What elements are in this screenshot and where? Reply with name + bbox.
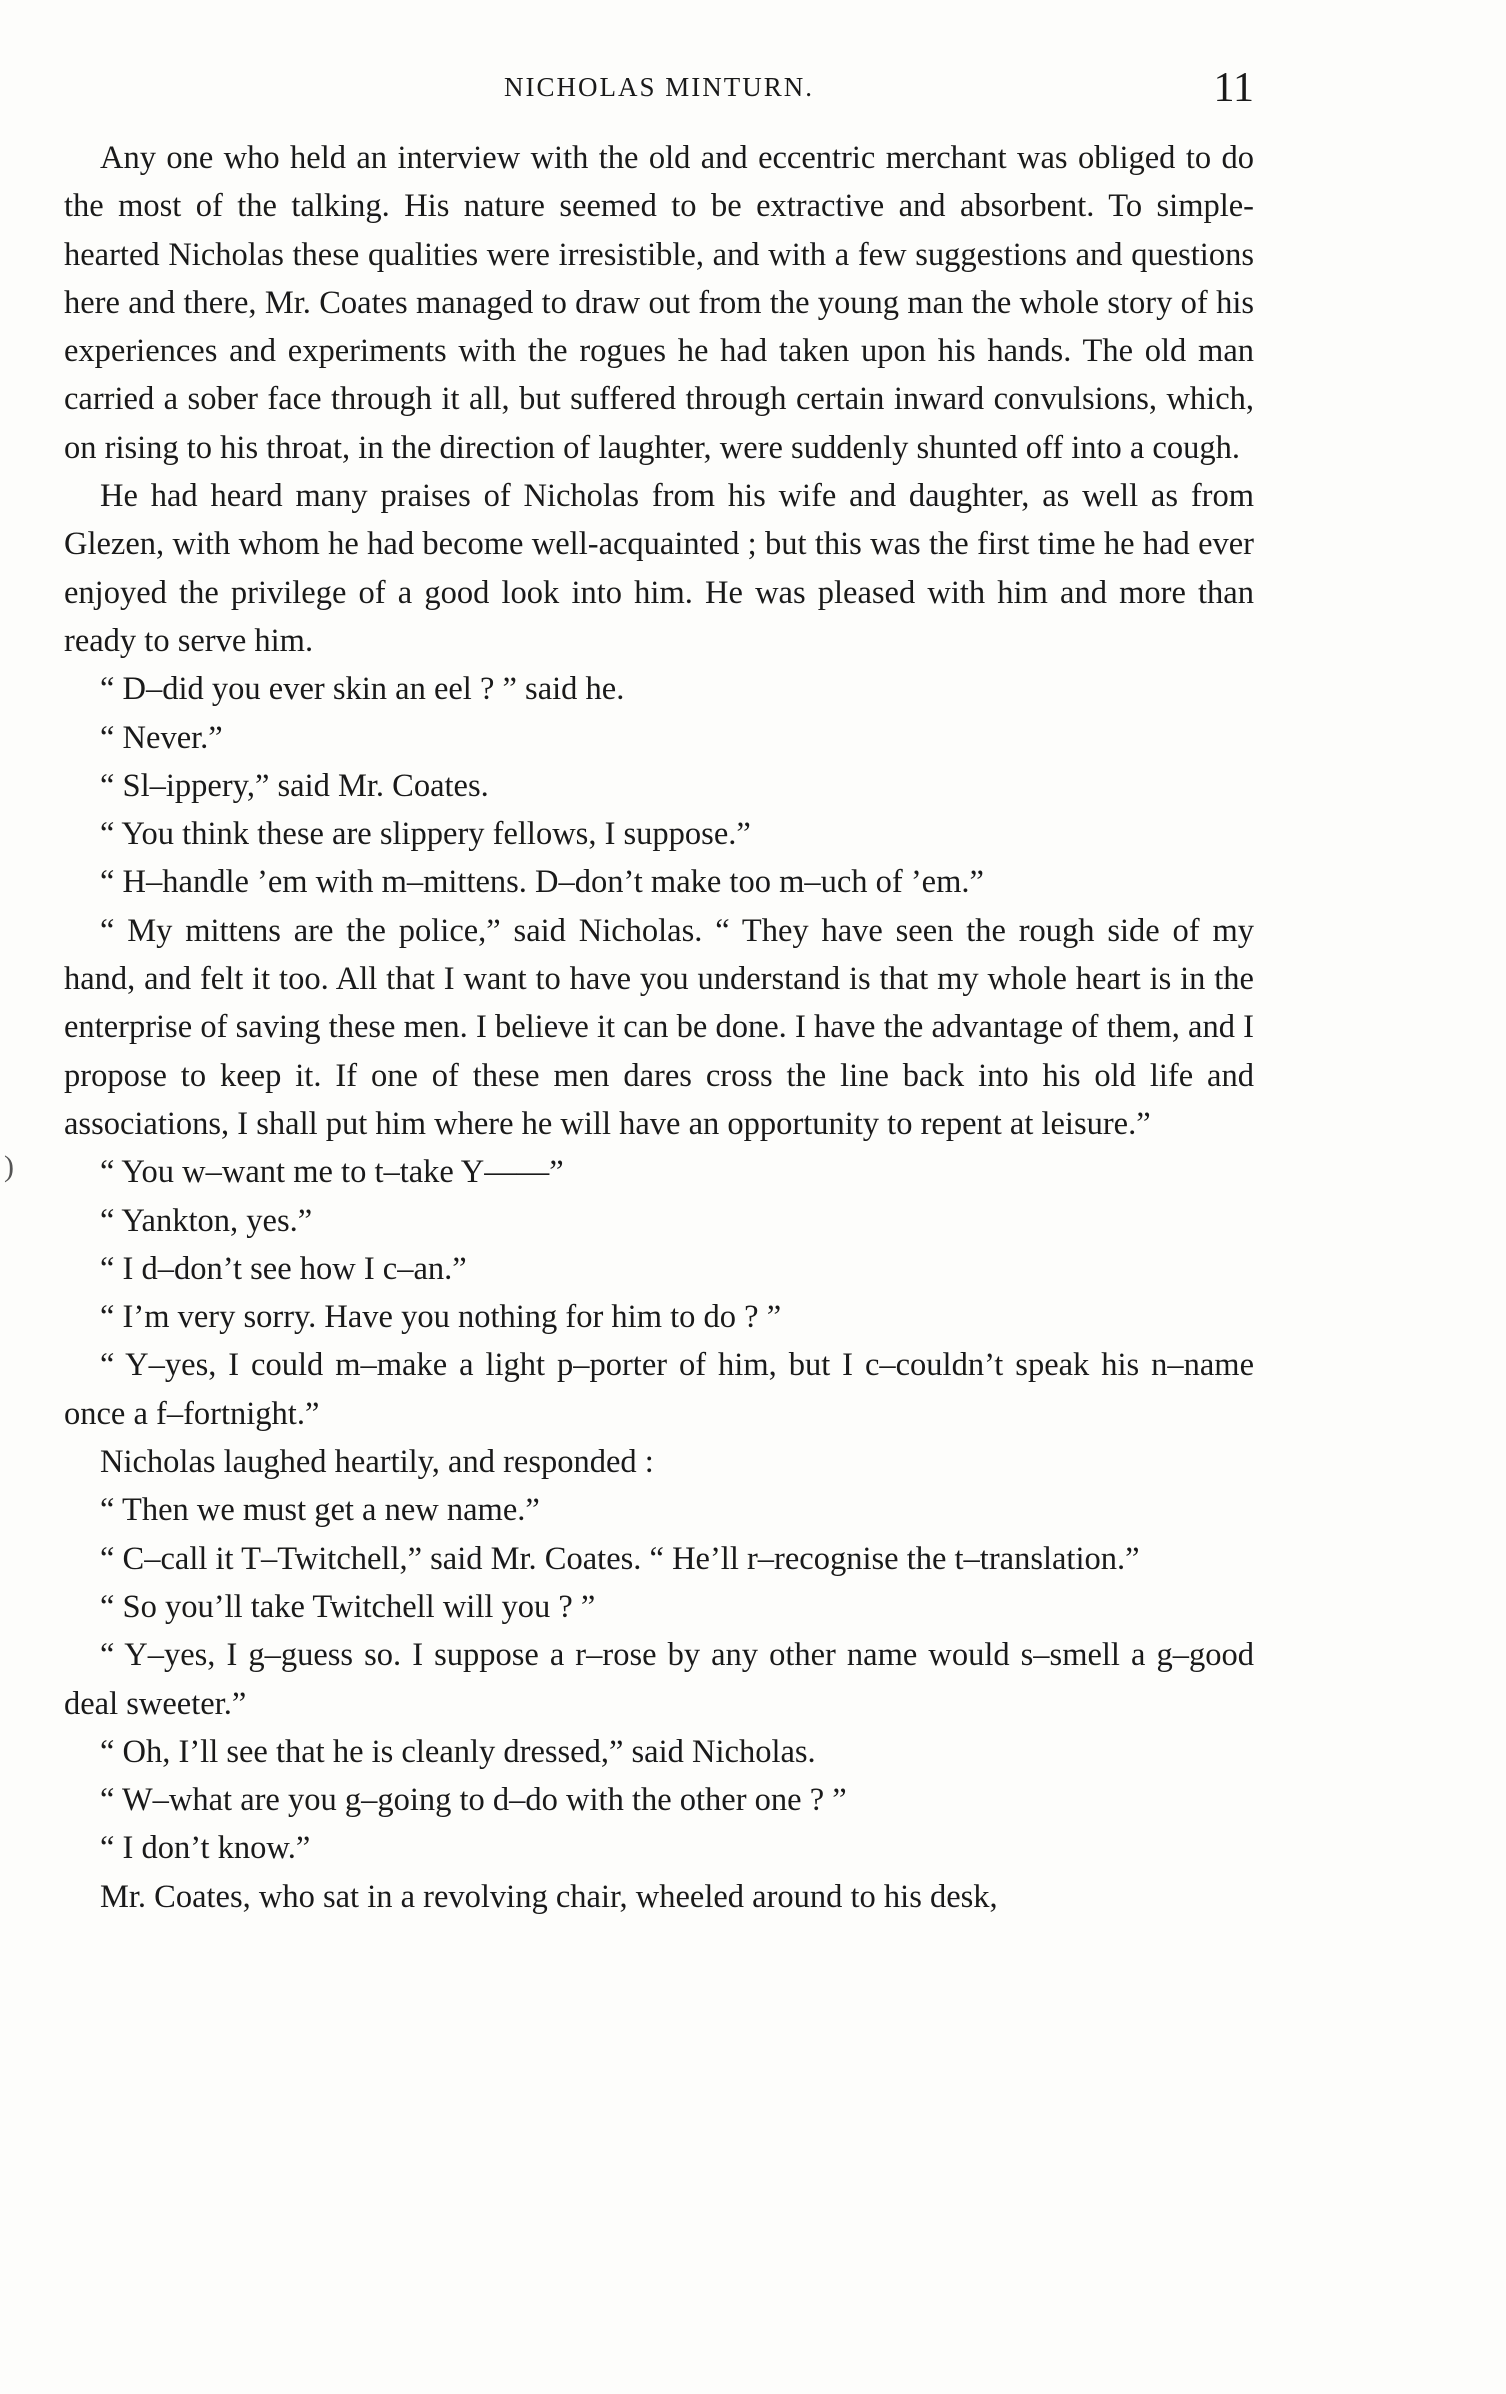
running-title: NICHOLAS MINTURN. xyxy=(504,72,814,102)
paragraph: “ W–what are you g–going to d–do with the other one ? ” xyxy=(100,1782,847,1819)
paragraph: “ Oh, I’ll see that he is cleanly dressed,” said Nicholas. xyxy=(100,1733,816,1770)
running-head xyxy=(64,64,1254,114)
paragraph: He had heard many praises of Nicholas from his wife and daughter, as well as from Glezen, with whom he had become well-acquainted ; but this was the first time he had ever enjoyed the privilege of a good look into him. He was pleased with him and more than ready to serve him. xyxy=(64,478,1254,659)
paragraph: “ I don’t know.” xyxy=(100,1830,311,1867)
paragraph: “ My mittens are the police,” said Nicholas. “ They have seen the rough side of my hand, and felt it too. All that I want to have you understand is that my whole heart is in the enterprise of saving these men. I believe it can be done. I have the advantage of them, and I propose to keep it. If one of these men dares cross the line back into his old life and associations, I shall put him where he will have an opportunity to repent at leisure.” xyxy=(64,912,1254,1142)
paragraph: “ You think these are slippery fellows, I suppose.” xyxy=(100,816,751,853)
margin-mark: ) xyxy=(4,1150,14,1183)
paragraph: “ Sl–ippery,” said Mr. Coates. xyxy=(100,767,489,804)
paragraph: “ I d–don’t see how I c–an.” xyxy=(100,1250,467,1287)
paragraph: Mr. Coates, who sat in a revolving chair, wheeled around to his desk, xyxy=(100,1878,998,1915)
paragraph: “ So you’ll take Twitchell will you ? ” xyxy=(100,1588,596,1625)
body-text xyxy=(64,134,1254,1921)
paragraph: “ D–did you ever skin an eel ? ” said he. xyxy=(100,671,625,708)
paragraph: “ C–call it T–Twitchell,” said Mr. Coates. “ He’ll r–recognise the t–translation.” xyxy=(100,1540,1140,1577)
paragraph: “ Y–yes, I could m–make a light p–porter of him, but I c–couldn’t speak his n–name once a f–fortnight.” xyxy=(64,1347,1254,1432)
paragraph: “ You w–want me to t–take Y——” xyxy=(100,1154,564,1191)
paragraph: Nicholas laughed heartily, and responded : xyxy=(100,1444,654,1481)
paragraph: “ Never.” xyxy=(100,719,223,756)
paragraph: “ Y–yes, I g–guess so. I suppose a r–rose by any other name would s–smell a g–good deal sweeter.” xyxy=(64,1637,1254,1722)
paragraph: “ H–handle ’em with m–mittens. D–don’t make too m–uch of ’em.” xyxy=(100,864,984,901)
paragraph: “ I’m very sorry. Have you nothing for him to do ? ” xyxy=(100,1299,782,1336)
paragraph: “ Then we must get a new name.” xyxy=(100,1492,540,1529)
paragraph: Any one who held an interview with the old and eccentric merchant was obliged to do the most of the talking. His nature seemed to be extractive and absorbent. To simple-hearted Nicholas these qualities were irresistible, and with a few suggestions and questions here and there, Mr. Coates managed to draw out from the young man the whole story of his experiences and experiments with the rogues he had taken upon his hands. The old man carried a sober face through it all, but suffered through certain inward convulsions, which, on rising to his throat, in the direction of laughter, were suddenly shunted off into a cough. xyxy=(64,140,1254,466)
page-number: 11 xyxy=(1213,65,1254,111)
paragraph: “ Yankton, yes.” xyxy=(100,1202,313,1239)
